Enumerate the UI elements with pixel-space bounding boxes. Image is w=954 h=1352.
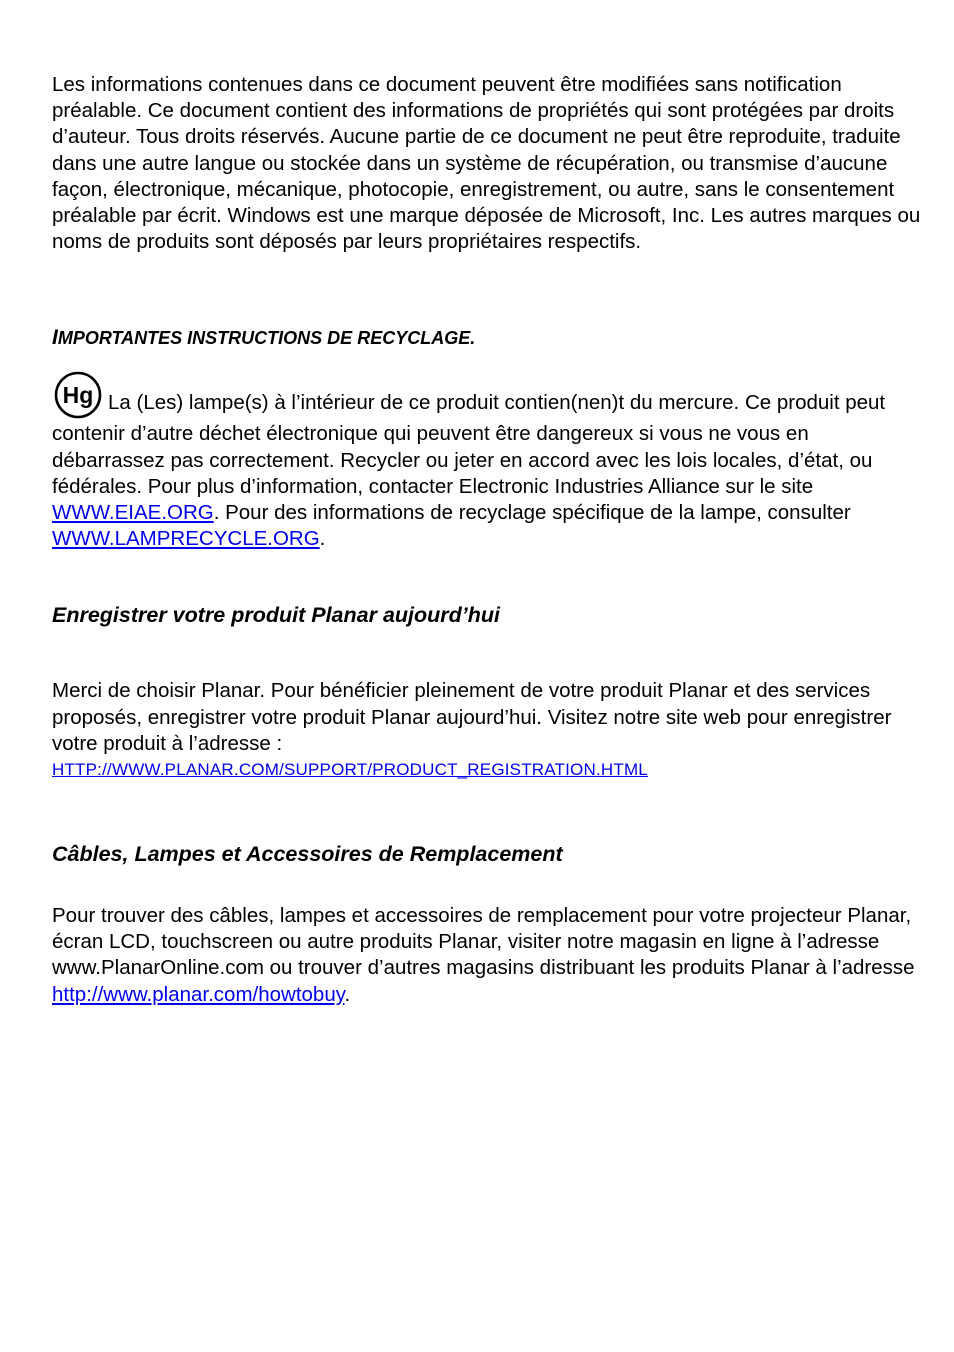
register-paragraph xyxy=(52,678,922,783)
register-heading: Enregistrer votre produit Planar aujourd’hui xyxy=(52,603,500,628)
recycling-text-2: . Pour des informations de recyclage spécifique de la lampe, consulter xyxy=(213,501,851,525)
cables-heading: Câbles, Lampes et Accessoires de Remplacement xyxy=(52,842,563,867)
document-page xyxy=(52,72,922,1008)
registration-link[interactable]: HTTP://WWW.PLANAR.COM/SUPPORT/PRODUCT_REGISTRATION.HTML xyxy=(52,760,648,780)
recycling-heading-initial: I xyxy=(52,326,58,350)
cables-paragraph xyxy=(52,903,922,1008)
register-text: Merci de choisir Planar. Pour bénéficier pleinement de votre produit Planar et des services proposés, enregistrer votre produit Planar aujourd’hui. Visitez notre site web pour enregistrer votre produit à l’adresse : xyxy=(52,679,892,755)
recycling-text-1: La (Les) lampe(s) à l’intérieur de ce produit contien(nen)t du mercure. Ce produit peut contenir d’autre déchet électronique qui peuvent être dangereux si vous ne vous en débarrassez pas correctement. Recycler ou jeter en accord avec les lois locales, d’état, ou fédérales. Pour plus d’information, contacter Electronic Industries Alliance sur le site xyxy=(52,391,886,498)
lamprecycle-link[interactable]: WWW.LAMPRECYCLE.ORG xyxy=(52,527,320,551)
recycling-heading-rest: MPORTANTES INSTRUCTIONS DE RECYCLAGE. xyxy=(57,328,476,349)
recycling-heading xyxy=(52,327,922,349)
recycling-paragraph xyxy=(52,371,922,552)
hg-icon-label: Hg xyxy=(62,382,94,409)
cables-text-2: . xyxy=(344,982,351,1006)
eiae-link[interactable]: WWW.EIAE.ORG xyxy=(52,501,214,525)
recycling-text-3: . xyxy=(319,527,326,551)
howtobuy-link[interactable]: http://www.planar.com/howtobuy xyxy=(52,982,345,1006)
mercury-hg-icon xyxy=(52,371,104,421)
copyright-notice: Les informations contenues dans ce document peuvent être modifiées sans notification préalable. Ce document contient des informations de propriétés qui sont protégées par droits d’auteur. Tous droits réservés. Aucune partie de ce document ne peut être reproduite, traduite dans une autre langue ou stockée dans un système de récupération, ou transmise d’aucune façon, électronique, mécanique, photocopie, enregistrement, ou autre, sans le consentement préalable par écrit. Windows est une marque déposée de Microsoft, Inc. Les autres marques ou noms de produits sont déposés par leurs propriétaires respectifs. xyxy=(52,73,921,254)
cables-text-1: Pour trouver des câbles, lampes et accessoires de remplacement pour votre projecteur Planar, écran LCD, touchscreen ou autre produits Planar, visiter notre magasin en ligne à l’adresse www.PlanarOnline.com ou trouver d’autres magasins distribuant les produits Planar à l’adresse xyxy=(52,904,915,980)
